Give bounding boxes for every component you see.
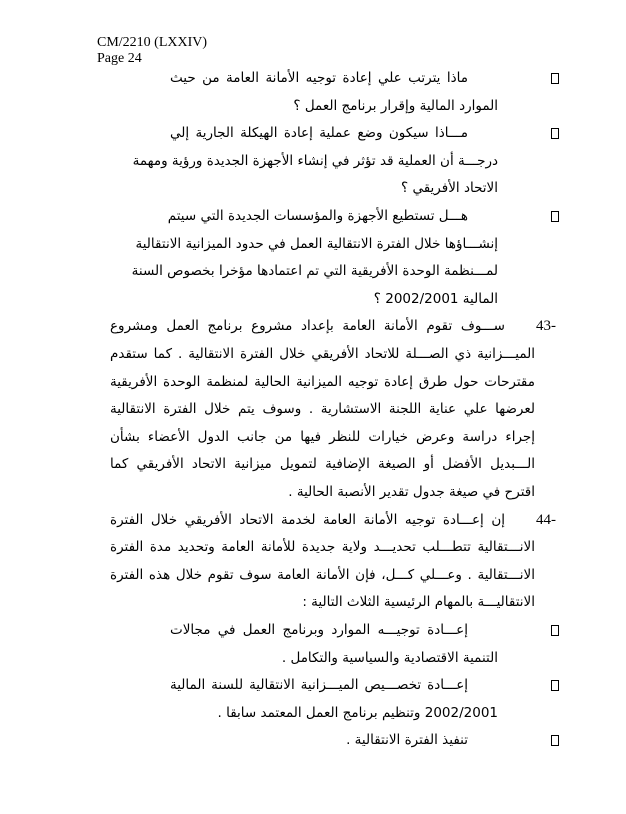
bullet-text-line: 2002/2001 وتنظيم برنامج العمل المعتمد سابقا .	[217, 704, 498, 721]
bullet-text-line: درجـــة أن العملية قد تؤثر في إنشاء الأجهزة الجديدة ورؤية ومهمة	[132, 152, 498, 169]
bullet-marker-icon	[551, 680, 559, 691]
bullet-text-line: تنفيذ الفترة الانتقالية .	[346, 732, 468, 749]
bullet-text-line: الموارد المالية وإقرار برنامج العمل ؟	[293, 97, 498, 114]
paragraph-text-line: اقترح في صيغة جدول تقدير الأنصبة الحالية .	[288, 484, 535, 500]
paragraph-text-line: الـــبديل الأفضل أو الصيغة الإضافية لتمويل ميزانية الاتحاد الأفريقي كما	[110, 456, 535, 473]
bullet-text-line: ماذا يترتب علي إعادة توجيه الأمانة العامة من حيث	[170, 70, 468, 86]
bullet-text-line: هـــل تستطيع الأجهزة والمؤسسات الجديدة التي سيتم	[167, 208, 468, 224]
paragraph-text-line: إجراء دراسة وعرض خيارات للنظر فيها من جانب الدول الأعضاء بشأن	[110, 428, 535, 445]
paragraph-text-line: مقترحات حول طرق إعادة توجيه الميزانية الحالية لمنظمة الوحدة الأفريقية	[110, 373, 535, 390]
bullet-text-line: لمـــنظمة الوحدة الأفريقية التي تم اعتمادها مؤخرا بخصوص السنة	[131, 263, 498, 280]
bullet-marker-icon	[551, 735, 559, 746]
bullet-text-line: الاتحاد الأفريقي ؟	[401, 180, 498, 197]
paragraph-text-line: ســـوف تقوم الأمانة العامة بإعداد مشروع برنامج العمل ومشروع	[110, 318, 505, 335]
document-reference: CM/2210 (LXXIV)	[97, 35, 208, 50]
bullet-text-line: التنمية الاقتصادية والسياسية والتكامل .	[281, 649, 498, 666]
bullet-text-line: إعـــادة تخصـــيص الميـــزانية الانتقالية للسنة المالية	[170, 677, 468, 694]
bullet-text-line: المالية 2002/2001 ؟	[373, 290, 498, 307]
bullet-marker-icon	[551, 128, 559, 139]
paragraph-text-line: الميـــزانية ذي الصـــلة للاتحاد الأفريقي خلال الفترة الانتقالية . كما ستقدم	[110, 346, 535, 362]
paragraph-text-line: الانـــتقالية . وعـــلي كـــل، فإن الأمانة العامة سوف تقوم خلال هذه الفترة	[110, 566, 535, 583]
paragraph-number: 44-	[536, 511, 556, 528]
paragraph-text-line: إن إعـــادة توجيه الأمانة العامة لخدمة الاتحاد الأفريقي خلال الفترة	[110, 511, 505, 528]
paragraph-number: 43-	[536, 318, 556, 335]
bullet-marker-icon	[551, 211, 559, 222]
paragraph-text-line: الانـــتقالية تتطـــلب تحديـــد ولاية جديدة للأمانة العامة وتحديد مدة الفترة	[110, 539, 535, 556]
bullet-text-line: إنشـــاؤها خلال الفترة الانتقالية العمل في حدود الميزانية الانتقالية	[135, 235, 498, 252]
paragraph-text-line: الانتقاليـــة بالمهام الرئيسية الثلاث التالية :	[302, 594, 535, 611]
page-number: Page 24	[97, 51, 142, 66]
bullet-marker-icon	[551, 73, 559, 84]
bullet-marker-icon	[551, 625, 559, 636]
paragraph-text-line: لعرضها علي عناية اللجنة الاستشارية . وسوف يتم خلال الفترة الانتقالية	[110, 401, 535, 418]
bullet-text-line: إعـــادة توجيـــه الموارد وبرنامج العمل في مجالات	[170, 622, 468, 638]
bullet-text-line: مـــاذا سيكون وضع عملية إعادة الهيكلة الجارية إلي	[170, 125, 468, 142]
